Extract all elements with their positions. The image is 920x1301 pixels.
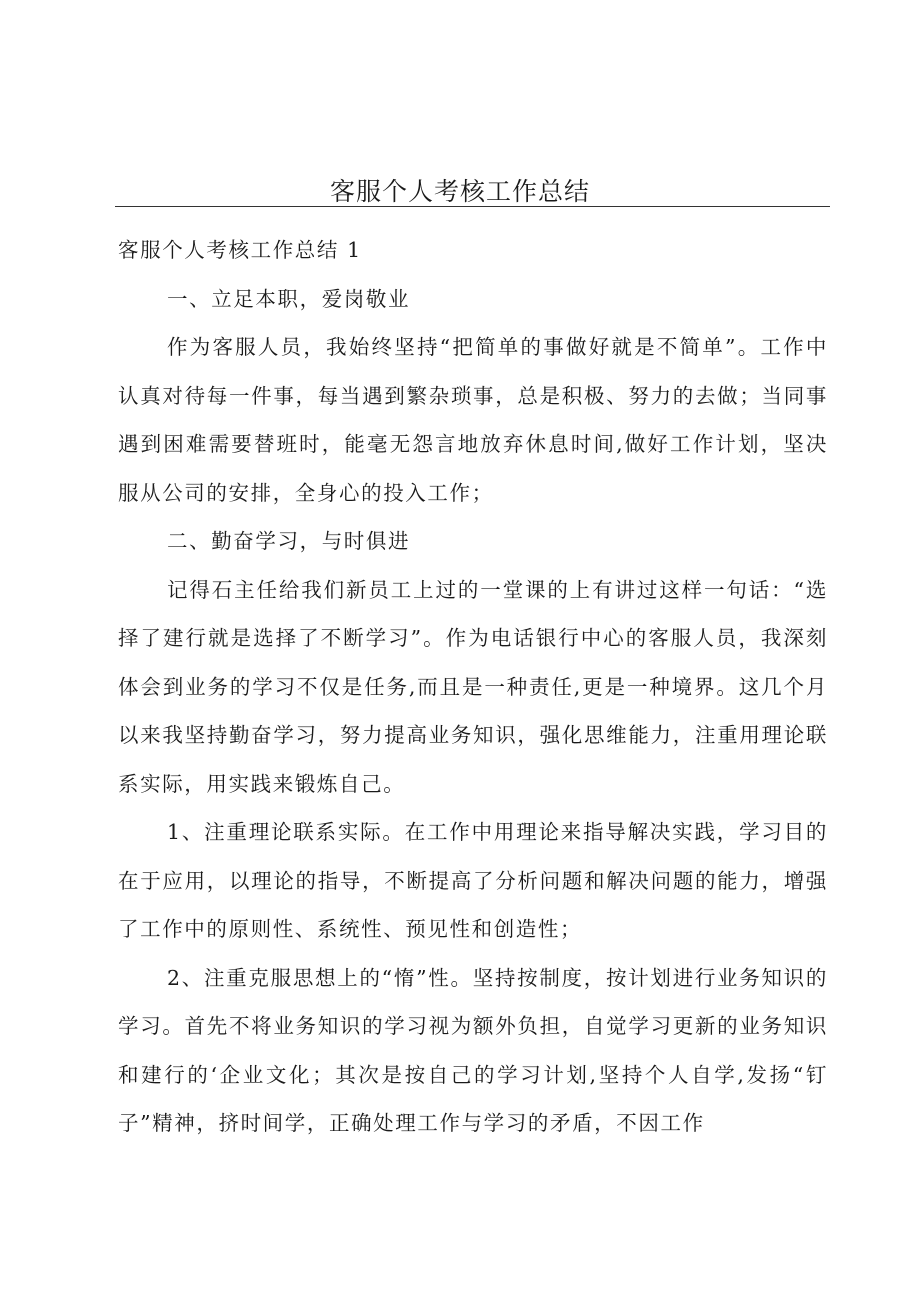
section-subtitle: 客服个人考核工作总结 1 <box>118 238 362 262</box>
paragraph-1: 作为客服人员，我始终坚持“把简单的事做好就是不简单”。工作中认真对待每一件事，每当遇到繁杂琐事，总是积极、努力的去做；当同事遇到困难需要替班时，能毫无怨言地放弃休息时间,做好工作计划，坚决服从公司的安排，全身心的投入工作； <box>118 335 828 505</box>
document-title: 客服个人考核工作总结 <box>329 177 590 206</box>
paragraph-3: 1、注重理论联系实际。在工作中用理论来指导解决实践，学习目的在于应用，以理论的指导，不断提高了分析问题和解决问题的能力，增强了工作中的原则性、系统性、预见性和创造性； <box>118 820 828 941</box>
heading-2: 二、勤奋学习，与时俱进 <box>167 529 411 553</box>
paragraph-4: 2、注重克服思想上的“惰”性。坚持按制度，按计划进行业务知识的学习。首先不将业务知识的学习视为额外负担，自觉学习更新的业务知识和建行的‘企业文化；其次是按自己的学习计划,坚持个人自学,发扬“钉子”精神，挤时间学，正确处理工作与学习的矛盾，不因工作 <box>118 965 828 1135</box>
document-body <box>118 226 828 1148</box>
heading-1: 一、立足本职，爱岗敬业 <box>167 286 411 311</box>
paragraph-2: 记得石主任给我们新员工上过的一堂课的上有讲过这样一句话：“选择了建行就是选择了不断学习”。作为电话银行中心的客服人员，我深刻体会到业务的学习不仅是任务,而且是一种责任,更是一种境界。这几个月以来我坚持勤奋学习，努力提高业务知识，强化思维能力，注重用理论联系实际，用实践来锻炼自己。 <box>118 577 828 796</box>
title-underline <box>115 206 830 207</box>
